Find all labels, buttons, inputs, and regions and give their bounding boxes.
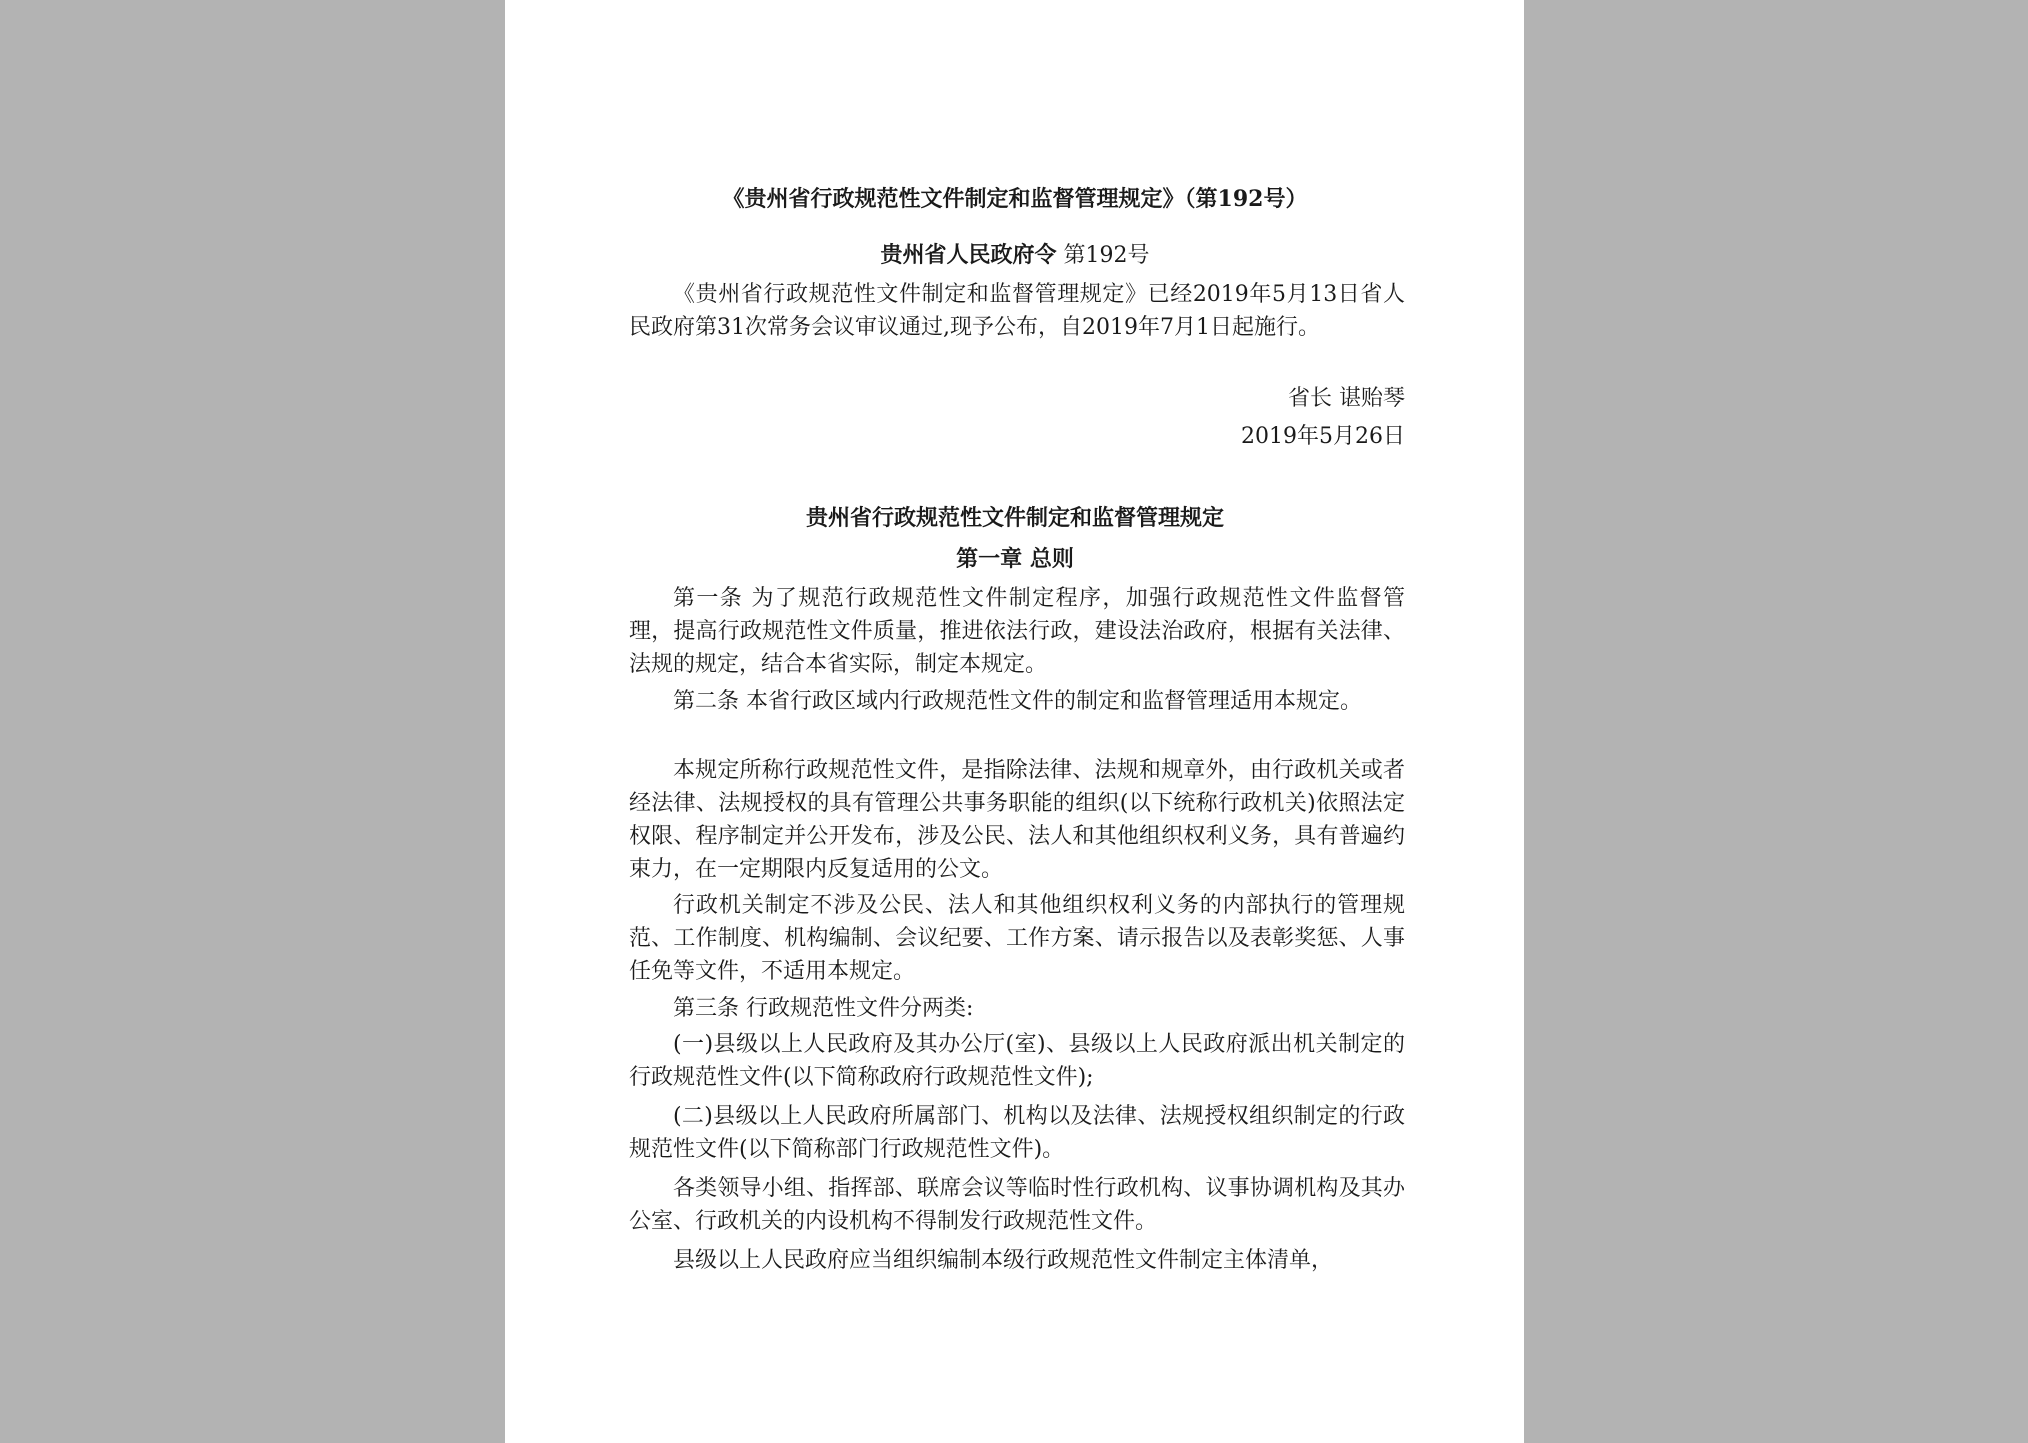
regulation-title: 贵州省行政规范性文件制定和监督管理规定 [805,505,1224,531]
article-3-para-5: 县级以上人民政府应当组织编制本级行政规范性文件制定主体清单， [673,1248,1334,1273]
article-2-para-2: 本规定所称行政规范性文件，是指除法律、法规和规章外，由行政机关或者经法律、法规授权的具有管理公共事务职能的组织(以下统称行政机关)依照法定权限、程序制定并公开发布，涉及公民、法人和其他组织权利义务，具有普遍约束力，在一定期限内反复适用的公文。 [629,758,1405,882]
signing-date: 2019年5月26日 [1241,424,1405,449]
document-title: 《贵州省行政规范性文件制定和监督管理规定》（第192号） [722,186,1308,212]
article-3: 第三条 行政规范性文件分两类: [673,996,974,1021]
article-2-para-3: 行政机关制定不涉及公民、法人和其他组织权利义务的内部执行的管理规范、工作制度、机构编制、会议纪要、工作方案、请示报告以及表彰奖惩、人事任免等文件，不适用本规定。 [629,893,1405,984]
article-2: 第二条 本省行政区域内行政规范性文件的制定和监督管理适用本规定。 [673,689,1362,714]
order-heading [605,242,1425,269]
document-page [505,0,1524,1443]
article-3-item-2: (二)县级以上人民政府所属部门、机构以及法律、法规授权组织制定的行政规范性文件(以下简称部门行政规范性文件)。 [629,1104,1405,1162]
order-issuer: 贵州省人民政府令 [880,242,1057,268]
article-3-para-4: 各类领导小组、指挥部、联席会议等临时性行政机构、议事协调机构及其办公室、行政机关的内设机构不得制发行政规范性文件。 [629,1176,1405,1234]
chapter-title: 第一章 总则 [956,546,1074,572]
article-3-item-1: (一)县级以上人民政府及其办公厅(室)、县级以上人民政府派出机关制定的行政规范性文件(以下简称政府行政规范性文件); [629,1032,1405,1090]
signatory: 省长 谌贻琴 [1288,386,1405,411]
promulgation-text: 《贵州省行政规范性文件制定和监督管理规定》已经2019年5月13日省人民政府第31次常务会议审议通过,现予公布，自2019年7月1日起施行。 [629,282,1405,340]
article-1: 第一条 为了规范行政规范性文件制定程序，加强行政规范性文件监督管理，提高行政规范性文件质量，推进依法行政，建设法治政府，根据有关法律、法规的规定，结合本省实际，制定本规定。 [629,586,1405,677]
order-number: 第192号 [1063,243,1150,268]
